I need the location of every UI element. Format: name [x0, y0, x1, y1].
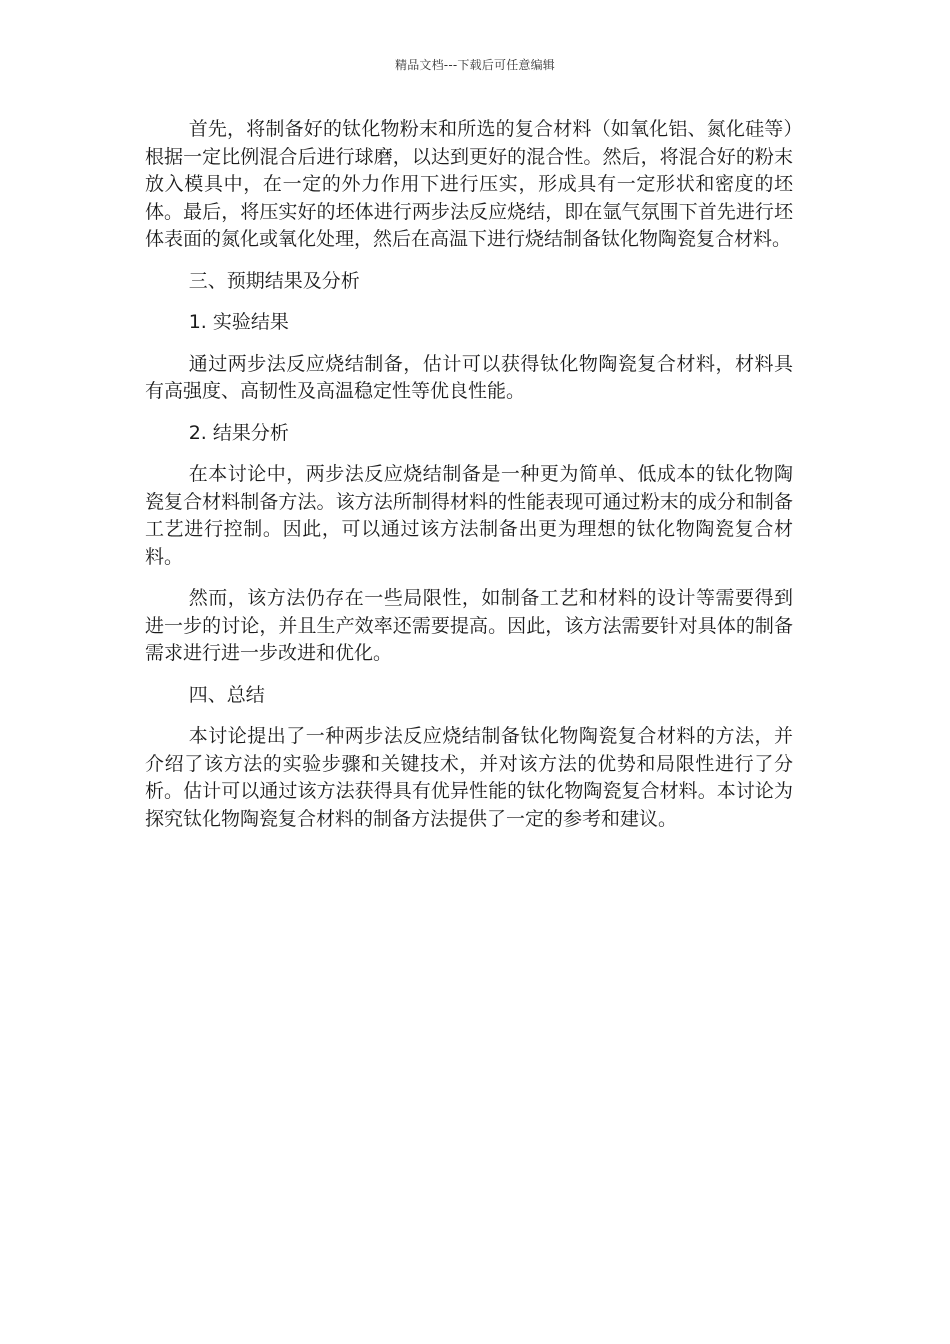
paragraph-analysis-method: 在本讨论中，两步法反应烧结制备是一种更为简单、低成本的钛化物陶瓷复合材料制备方法。该方法所制得材料的性能表现可通过粉末的成分和制备工艺进行控制。因此，可以通过该方法制备出更为理想的钛化物陶瓷复合材料。	[145, 463, 793, 568]
subheading-result-analysis: 2. 结果分析	[188, 421, 289, 444]
section-heading-expected-results: 三、预期结果及分析	[188, 269, 360, 292]
section-heading-summary: 四、总结	[188, 683, 265, 706]
paragraph-summary: 本讨论提出了一种两步法反应烧结制备钛化物陶瓷复合材料的方法，并介绍了该方法的实验步骤和关键技术，并对该方法的优势和局限性进行了分析。估计可以通过该方法获得具有优异性能的钛化物陶瓷复合材料。本讨论为探究钛化物陶瓷复合材料的制备方法提供了一定的参考和建议。	[145, 725, 793, 830]
paragraph-experiment-results: 通过两步法反应烧结制备，估计可以获得钛化物陶瓷复合材料，材料具有高强度、高韧性及高温稳定性等优良性能。	[145, 352, 793, 402]
document-body	[145, 116, 793, 847]
page-header: 精品文档---下载后可任意编辑	[395, 58, 555, 72]
paragraph-process: 首先，将制备好的钛化物粉末和所选的复合材料（如氧化铝、氮化硅等）根据一定比例混合后进行球磨，以达到更好的混合性。然后，将混合好的粉末放入模具中，在一定的外力作用下进行压实，形成具有一定形状和密度的坯体。最后，将压实好的坯体进行两步法反应烧结，即在氩气氛围下首先进行坯体表面的氮化或氧化处理，然后在高温下进行烧结制备钛化物陶瓷复合材料。	[145, 118, 793, 250]
subheading-experiment-results: 1. 实验结果	[188, 311, 289, 333]
paragraph-limitations: 然而，该方法仍存在一些局限性，如制备工艺和材料的设计等需要得到进一步的讨论，并且生产效率还需要提高。因此，该方法需要针对具体的制备需求进行进一步改进和优化。	[145, 587, 793, 664]
